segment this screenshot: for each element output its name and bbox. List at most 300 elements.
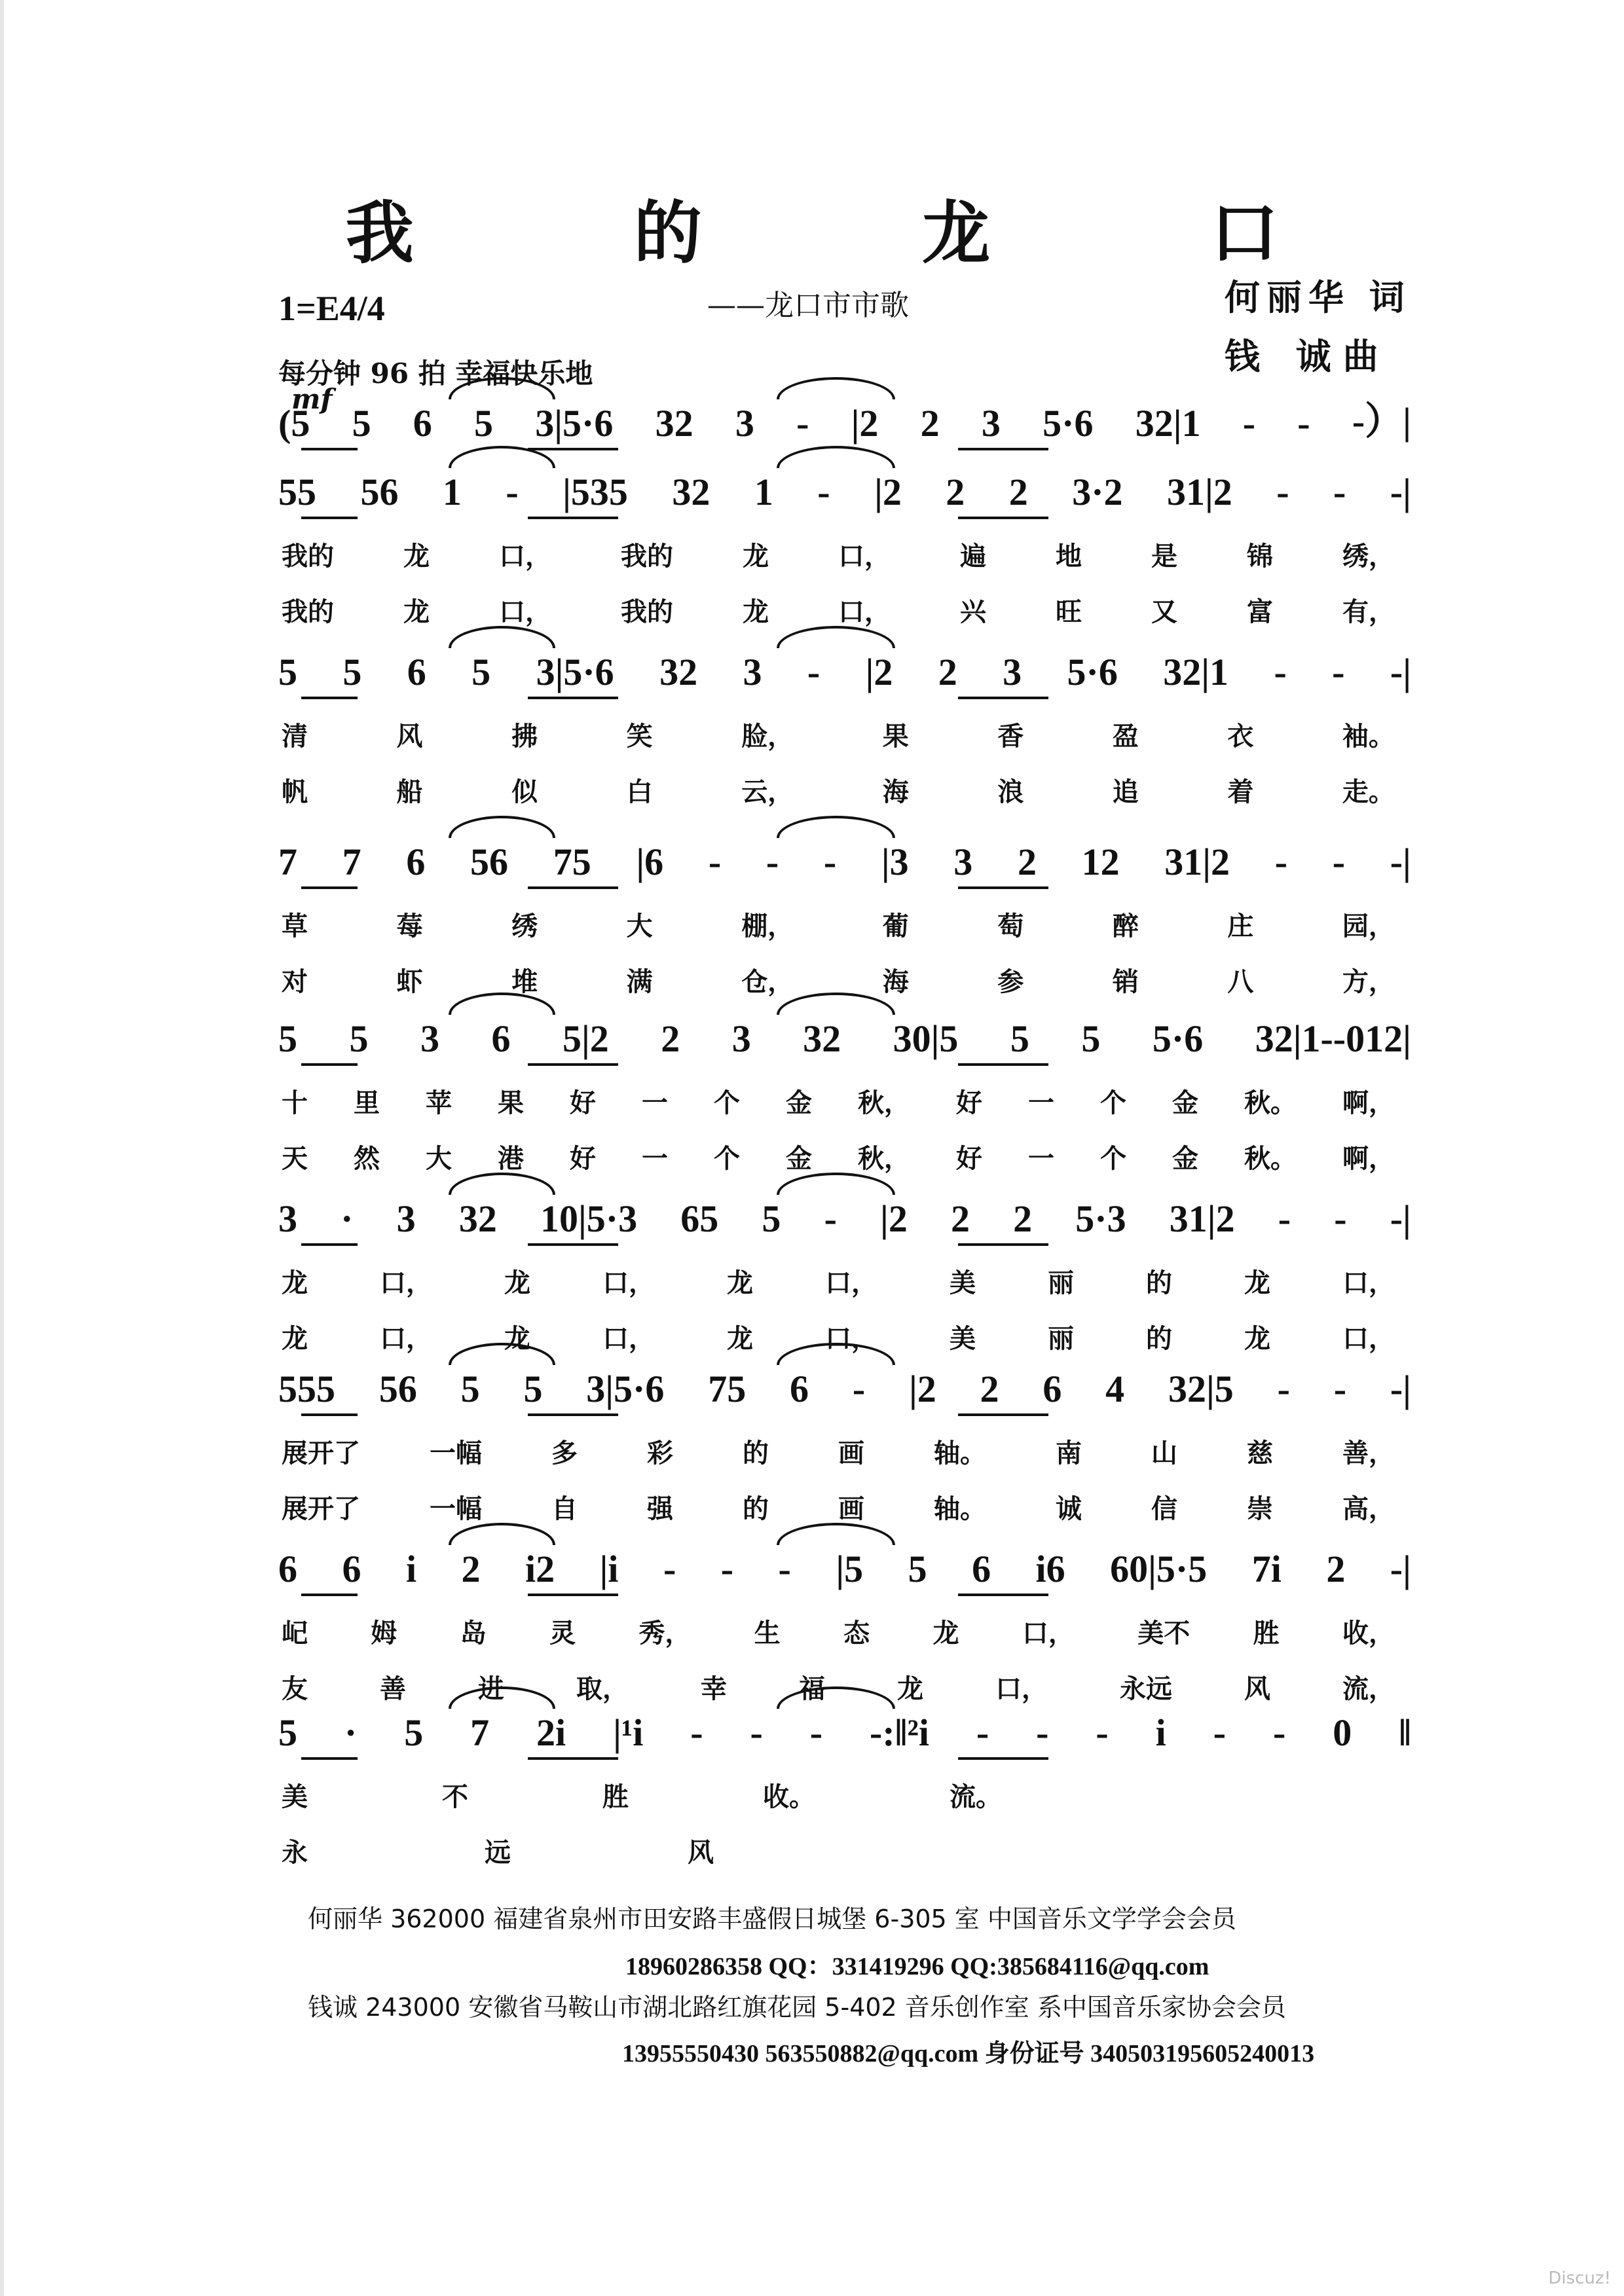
note-token: - (1332, 841, 1346, 883)
lyric-word: 对 (282, 967, 308, 997)
lyric-word: 天 (282, 1144, 308, 1174)
watermark: Discuz! (1548, 2269, 1611, 2288)
note-token: - (823, 841, 837, 883)
note-token: - (1213, 1711, 1227, 1754)
note-token: 5 (349, 1017, 369, 1060)
lyric-word: 美 (950, 1268, 976, 1298)
lyric-word: 岛 (460, 1618, 487, 1649)
lyric-word: 口， (602, 1324, 655, 1354)
note-token: 5·6 (1043, 402, 1094, 445)
note-token: 32 (672, 471, 710, 513)
lyric-word: 秋， (858, 1088, 910, 1118)
lyric-word: 好 (956, 1088, 982, 1118)
lyric-word: 高， (1342, 1494, 1395, 1524)
notation-row (278, 1008, 1411, 1061)
lyric-line (282, 1080, 1395, 1120)
lyric-word: 啊， (1342, 1088, 1395, 1118)
note-token: |2 (908, 1368, 936, 1410)
lyric-word: 口， (380, 1324, 432, 1354)
lyric-word: 灵 (549, 1618, 576, 1649)
lyric-word: 一幅 (430, 1494, 482, 1524)
lyric-word: 彩 (647, 1438, 673, 1468)
lyric-word: 好 (570, 1144, 596, 1174)
note-token: 2 (1013, 1197, 1033, 1240)
lyric-word: 永 (282, 1838, 308, 1868)
note-token: 6 (342, 1548, 361, 1590)
lyric-word: 口， (499, 597, 551, 627)
lyric-word: 进 (478, 1674, 504, 1704)
note-token: - (750, 1711, 763, 1754)
lyric-word: 龙 (727, 1324, 753, 1354)
note-token: i (405, 1548, 417, 1590)
note-token: 7 (342, 841, 361, 883)
note-token: - (720, 1548, 734, 1590)
note-token: 30|5 (893, 1017, 959, 1060)
note-token: - (663, 1548, 676, 1590)
lyric-word: 口， (380, 1268, 432, 1298)
note-token: 2 (1017, 841, 1037, 883)
lyric-word: 口， (1022, 1618, 1075, 1649)
lyric-word: 的 (1146, 1324, 1172, 1354)
lyric-word: 美 (282, 1782, 308, 1812)
composer-credit: 钱 诚曲 (1225, 335, 1390, 377)
lyric-word: 满 (626, 967, 653, 997)
lyric-word: 拂 (511, 721, 538, 752)
dynamic-marking: mf (291, 383, 333, 415)
note-token: - (1278, 1197, 1291, 1240)
lyricist-credit: 何丽华 词 (1225, 276, 1411, 318)
note-token: -:‖²i (870, 1711, 929, 1754)
note-token: 2 (1008, 471, 1028, 513)
lyric-word: 仓， (741, 967, 794, 997)
lyric-word: 口， (838, 541, 891, 572)
lyric-word: 园， (1342, 911, 1395, 941)
lyric-word: 口， (1342, 1324, 1395, 1354)
lyric-word: 口， (838, 597, 891, 627)
beam-underline (528, 1063, 618, 1066)
note-token: 3 (1003, 651, 1022, 693)
lyric-line (282, 1430, 1395, 1470)
slur-tie (777, 1523, 895, 1545)
beam-underline (958, 886, 1048, 889)
note-token: 3 (981, 402, 1001, 445)
note-token: 5 (404, 1711, 424, 1754)
note-token: 5 (908, 1548, 927, 1590)
note-token: |3 (881, 841, 909, 883)
lyric-word: 醉 (1112, 911, 1139, 941)
lyric-word: 港 (498, 1144, 524, 1174)
lyric-word: 遍 (960, 541, 986, 572)
note-token: 31|2 (1164, 841, 1230, 883)
beam-underline (301, 1063, 358, 1066)
lyric-line (282, 1830, 714, 1869)
lyric-word: 龙 (504, 1268, 530, 1298)
beam-underline (528, 1413, 618, 1416)
lyric-word: 龙 (1244, 1268, 1270, 1298)
lyric-line (282, 769, 1395, 809)
note-token: 6 (491, 1017, 511, 1060)
note-token: · (341, 1197, 354, 1240)
lyric-word: 我的 (621, 541, 673, 572)
lyric-word: 善， (1342, 1438, 1395, 1468)
notation-row (278, 642, 1411, 694)
lyric-word: 诚 (1056, 1494, 1082, 1524)
note-token: |2 (851, 402, 879, 445)
note-token: - (1036, 1711, 1049, 1754)
note-token: - (1276, 471, 1289, 513)
lyric-word: 永远 (1120, 1674, 1172, 1704)
note-token: 55 (278, 471, 316, 513)
lyric-word: 个 (1100, 1144, 1126, 1174)
notation-row (278, 393, 1411, 445)
lyric-word: 十 (282, 1088, 308, 1118)
lyric-word: 香 (997, 721, 1024, 752)
note-token: 32 (803, 1017, 841, 1060)
note-token: 5 (278, 1017, 297, 1060)
lyric-word: 一幅 (430, 1438, 482, 1468)
lyric-word: 销 (1112, 967, 1139, 997)
lyric-word: 然 (354, 1144, 380, 1174)
note-token: 75 (553, 841, 591, 883)
slur-tie (449, 1173, 556, 1195)
note-token: 3|5·6 (535, 402, 614, 445)
note-token: 32 (655, 402, 693, 445)
lyric-word: 苹 (426, 1088, 452, 1118)
lyric-word: 大 (426, 1144, 452, 1174)
note-token: 2 (946, 471, 965, 513)
lyric-word: 丽 (1048, 1324, 1074, 1354)
slur-tie (449, 1523, 556, 1545)
note-token: (5 (278, 402, 310, 445)
lyric-word: 庄 (1227, 911, 1254, 941)
lyric-word: 的 (743, 1494, 769, 1524)
note-token: |i (599, 1548, 619, 1590)
lyric-word: 口， (602, 1268, 655, 1298)
note-token: 75 (708, 1368, 747, 1410)
lyric-word: 龙 (504, 1324, 530, 1354)
beam-underline (958, 1757, 1048, 1760)
note-token: - (708, 841, 722, 883)
note-token: 10|5·3 (540, 1197, 638, 1240)
song-title: 我 的 龙 口 (345, 192, 1377, 273)
slur-tie (777, 816, 895, 838)
lyric-word: 方， (1342, 967, 1395, 997)
lyric-line (282, 714, 1395, 753)
lyric-line (282, 589, 1395, 629)
tempo-marking: 每分钟 96 拍 幸福快乐地 (278, 357, 593, 390)
note-token: -| (1390, 1548, 1411, 1590)
slur-tie (449, 816, 556, 838)
note-token: 31|2 (1167, 471, 1232, 513)
note-token: 555 (278, 1368, 335, 1410)
lyric-word: 画 (838, 1494, 864, 1524)
lyric-word: 草 (282, 911, 308, 941)
lyric-word: 金 (786, 1088, 812, 1118)
note-token: |535 (563, 471, 628, 513)
note-token: 5 (278, 651, 297, 693)
lyric-word: 秀， (638, 1618, 692, 1649)
lyric-word: 山 (1151, 1438, 1177, 1468)
note-token: - (1242, 402, 1256, 445)
note-token: |2 (880, 1197, 908, 1240)
beam-underline (958, 1594, 1048, 1596)
note-token: 5 (1081, 1017, 1101, 1060)
note-token: - (1333, 1368, 1347, 1410)
note-token: - (807, 651, 821, 693)
footer-lyricist-address: 何丽华 362000 福建省泉州市田安路丰盛假日城堡 6-305 室 中国音乐文学学会会员 (308, 1904, 1236, 1933)
lyric-word: 不 (442, 1782, 468, 1812)
lyric-word: 画 (838, 1438, 864, 1468)
beam-underline (528, 1594, 618, 1596)
beam-underline (301, 1243, 358, 1246)
lyric-word: 收。 (763, 1782, 815, 1812)
note-token: 6 (406, 841, 426, 883)
lyric-word: 地 (1056, 541, 1082, 572)
lyric-word: 白 (626, 777, 653, 807)
lyric-word: 南 (1056, 1438, 1082, 1468)
lyric-word: 福 (799, 1674, 825, 1704)
lyric-word: 龙 (1244, 1324, 1270, 1354)
note-token: 3 (743, 651, 762, 693)
lyric-word: 金 (1172, 1144, 1198, 1174)
note-token: 3 (396, 1197, 416, 1240)
slur-tie (777, 1173, 895, 1195)
note-token: 1 (754, 471, 773, 513)
note-token: 6 (407, 651, 426, 693)
note-token: 6 (1043, 1368, 1062, 1410)
lyric-line (282, 534, 1395, 573)
note-token: 7 (278, 841, 297, 883)
note-token: -| (1390, 651, 1411, 693)
lyric-word: 丽 (1048, 1268, 1074, 1298)
lyric-word: 个 (1100, 1088, 1126, 1118)
note-token: -| (1390, 841, 1411, 883)
scan-edge (0, 0, 4, 2296)
key-signature: 1=E4/4 (278, 289, 385, 328)
lyric-word: 生 (754, 1618, 781, 1649)
lyric-word: 堆 (511, 967, 538, 997)
note-token: - (1297, 402, 1310, 445)
lyric-word: 幸 (701, 1674, 727, 1704)
lyric-word: 脸， (741, 721, 794, 752)
lyric-word: 流， (1342, 1674, 1395, 1704)
lyric-word: 一 (642, 1144, 668, 1174)
lyric-word: 风 (396, 721, 423, 752)
lyric-word: 参 (997, 967, 1024, 997)
note-token: 2 (1326, 1548, 1346, 1590)
note-token: 32|5 (1168, 1368, 1234, 1410)
lyric-word: 海 (882, 777, 909, 807)
lyric-word: 有， (1342, 597, 1395, 627)
note-token: |5 (836, 1548, 864, 1590)
note-token: - (506, 471, 519, 513)
note-token: 5 (762, 1197, 781, 1240)
slur-tie (777, 377, 895, 399)
note-token: - (766, 841, 779, 883)
lyric-word: 果 (498, 1088, 524, 1118)
note-token: |6 (636, 841, 664, 883)
beam-underline (528, 448, 618, 450)
lyric-word: 龙 (743, 541, 769, 572)
lyric-word: 袖。 (1342, 721, 1395, 752)
notation-row (278, 831, 1411, 884)
lyric-word: 胜 (1253, 1618, 1280, 1649)
lyric-word: 走。 (1342, 777, 1395, 807)
lyric-word: 个 (714, 1088, 740, 1118)
note-token: 0 (1333, 1711, 1352, 1754)
note-token: - (852, 1368, 866, 1410)
lyric-word: 姆 (371, 1618, 397, 1649)
lyric-word: 富 (1247, 597, 1273, 627)
note-token: 2 (920, 402, 940, 445)
lyric-word: 友 (282, 1674, 308, 1704)
beam-underline (528, 1757, 618, 1760)
note-token: 3 (731, 1017, 751, 1060)
note-token: ‖ (1399, 1711, 1411, 1754)
lyric-word: 衣 (1227, 721, 1254, 752)
notation-row (278, 1539, 1411, 1591)
note-token: 2 (661, 1017, 680, 1060)
lyric-word: 绣， (1342, 541, 1395, 572)
lyric-word: 善 (380, 1674, 406, 1704)
beam-underline (301, 886, 358, 889)
notation-row (278, 1188, 1411, 1241)
note-token: -| (1390, 1368, 1411, 1410)
lyric-word: 龙 (897, 1674, 923, 1704)
footer-composer-contact: 13955550430 563550882@qq.com 身份证号 340503195605240013 (622, 2040, 1315, 2068)
lyric-word: 葡 (882, 911, 909, 941)
lyric-word: 大 (626, 911, 653, 941)
lyric-word: 金 (786, 1144, 812, 1174)
note-token: 32|1 (1135, 402, 1201, 445)
lyric-word: 一 (642, 1088, 668, 1118)
lyric-word: 盈 (1112, 721, 1139, 752)
lyric-word: 口， (825, 1324, 877, 1354)
beam-underline (958, 448, 1048, 450)
note-token: - (1332, 651, 1345, 693)
note-token: i (1155, 1711, 1166, 1754)
note-token: -| (1390, 471, 1411, 513)
beam-underline (528, 697, 618, 699)
beam-underline (528, 1243, 618, 1246)
note-token: 32|1--012| (1255, 1017, 1411, 1060)
beam-underline (301, 448, 358, 450)
note-token: 5·6 (1067, 651, 1118, 693)
lyric-word: 一 (1028, 1144, 1054, 1174)
beam-underline (301, 517, 358, 519)
note-token: - (1274, 651, 1287, 693)
lyric-word: 一 (1028, 1088, 1054, 1118)
note-token: - (1274, 841, 1288, 883)
lyric-word: 强 (647, 1494, 673, 1524)
note-token: 5 (342, 651, 362, 693)
note-token: 7 (470, 1711, 490, 1754)
lyric-word: 口， (499, 541, 551, 572)
note-token: 5 (352, 402, 371, 445)
lyric-word: 崇 (1247, 1494, 1273, 1524)
lyric-word: 龙 (282, 1268, 308, 1298)
note-token: - (817, 471, 830, 513)
lyric-line (282, 1136, 1395, 1175)
note-token: 5 (1010, 1017, 1029, 1060)
note-token: - (796, 402, 809, 445)
lyric-word: 锦 (1247, 541, 1273, 572)
lyric-word: 美 (950, 1324, 976, 1354)
note-token: 65 (680, 1197, 719, 1240)
note-token: 5 (474, 402, 494, 445)
lyric-word: 的 (743, 1438, 769, 1468)
lyric-word: 萄 (997, 911, 1024, 941)
note-token: 5|2 (562, 1017, 609, 1060)
note-token: · (344, 1711, 358, 1754)
beam-underline (301, 1594, 358, 1596)
lyric-word: 金 (1172, 1088, 1198, 1118)
note-token: - (976, 1711, 989, 1754)
note-token: 3·2 (1072, 471, 1123, 513)
note-token: 2 (950, 1197, 970, 1240)
beam-underline (958, 697, 1048, 699)
lyric-word: 啊， (1342, 1144, 1395, 1174)
lyric-word: 船 (396, 777, 423, 807)
note-token: 3|5·6 (586, 1368, 665, 1410)
lyric-word: 我的 (621, 597, 673, 627)
beam-underline (958, 1243, 1048, 1246)
lyric-word: 展开了 (282, 1438, 360, 1468)
lyric-word: 笑 (626, 721, 653, 752)
lyric-word: 莓 (396, 911, 423, 941)
lyric-word: 秋。 (1244, 1088, 1297, 1118)
slur-tie (777, 446, 895, 468)
note-token: 5 (278, 1711, 297, 1754)
lyric-line (282, 1611, 1395, 1650)
lyric-word: 龙 (727, 1268, 753, 1298)
notation-row (278, 1702, 1411, 1755)
note-token: 60|5·5 (1110, 1548, 1208, 1590)
lyric-word: 又 (1151, 597, 1177, 627)
note-token: 2i (536, 1711, 566, 1754)
note-token: -| (1390, 1197, 1411, 1240)
notation-row (278, 1358, 1411, 1411)
slur-tie (777, 626, 895, 648)
beam-underline (301, 697, 358, 699)
note-token: |2 (874, 471, 902, 513)
lyric-word: 远 (485, 1838, 511, 1868)
lyric-word: 八 (1227, 967, 1254, 997)
note-token: - (778, 1548, 791, 1590)
note-token: 2 (938, 651, 957, 693)
note-token: - (809, 1711, 823, 1754)
footer-composer-address: 钱诚 243000 安徽省马鞍山市湖北路红旗花园 5-402 音乐创作室 系中国音乐家协会会员 (308, 1993, 1286, 2022)
lyric-word: 里 (354, 1088, 380, 1118)
lyric-word: 口， (1342, 1268, 1395, 1298)
note-token: 1 (442, 471, 462, 513)
lyric-word: 兴 (960, 597, 986, 627)
lyric-word: 的 (1146, 1268, 1172, 1298)
lyric-word: 龙 (743, 597, 769, 627)
note-token: 56 (378, 1368, 417, 1410)
lyric-word: 收， (1342, 1618, 1395, 1649)
note-token: 5 (471, 651, 491, 693)
beam-underline (958, 1413, 1048, 1416)
note-token: - (1096, 1711, 1109, 1754)
beam-underline (958, 517, 1048, 519)
lyric-word: 慈 (1247, 1438, 1273, 1468)
note-token: i2 (525, 1548, 555, 1590)
lyric-word: 风 (1244, 1674, 1270, 1704)
lyric-word: 轴。 (934, 1494, 986, 1524)
slur-tie (449, 626, 556, 648)
lyric-word: 追 (1112, 777, 1139, 807)
